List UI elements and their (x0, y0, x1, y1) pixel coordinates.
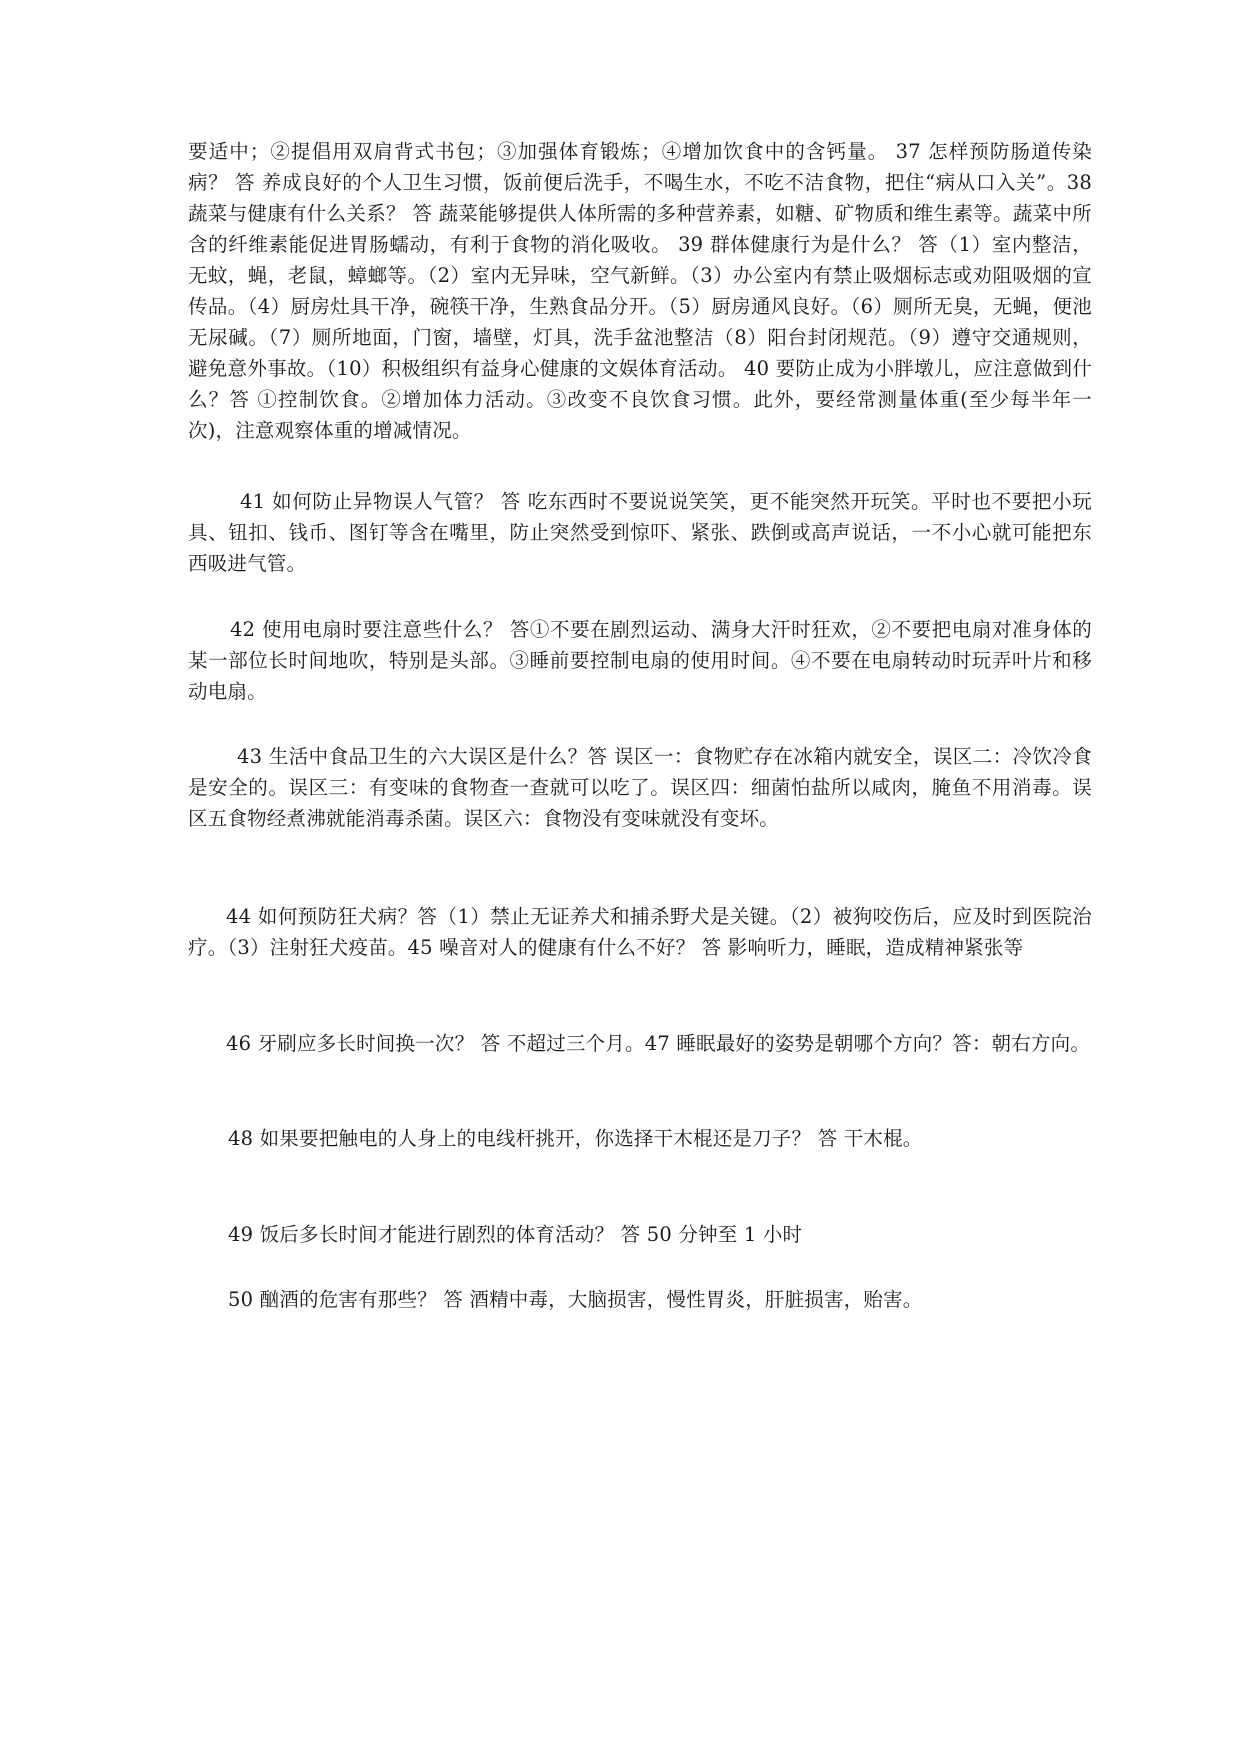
paragraph-qa-50: 50 酗酒的危害有那些？ 答 酒精中毒，大脑损害，慢性胃炎，肝脏损害，贻害。 (228, 1288, 923, 1311)
paragraph-qa-43: 43 生活中食品卫生的六大误区是什么？答 误区一：食物贮存在冰箱内就安全，误区二：冷饮冷食是安全的。误区三：有变味的食物查一查就可以吃了。误区四：细菌怕盐所以咸肉，腌鱼不用消毒。误区五食物经煮沸就能消毒杀菌。误区六：食物没有变味就没有变坏。 (188, 745, 1092, 830)
paragraph-qa-42: 42 使用电扇时要注意些什么？ 答①不要在剧烈运动、满身大汗时狂欢，②不要把电扇对准身体的某一部位长时间地吹，特别是头部。③睡前要控制电扇的使用时间。④不要在电扇转动时玩弄叶片和移动电扇。 (188, 618, 1092, 703)
paragraph-qa-44-45: 44 如何预防狂犬病？答（1）禁止无证养犬和捕杀野犬是关键。（2）被狗咬伤后，应及时到医院治疗。（3）注射狂犬疫苗。45 噪音对人的健康有什么不好？ 答 影响听力，睡眠，造成精神紧张等 (188, 905, 1092, 959)
paragraph-health-qa-37-40: 要适中；②提倡用双肩背式书包；③加强体育锻炼；④增加饮食中的含钙量。 37 怎样预防肠道传染病？ 答 养成良好的个人卫生习惯，饭前便后洗手，不喝生水，不吃不洁食物，把住“病从口入关”。38 蔬菜与健康有什么关系？ 答 蔬菜能够提供人体所需的多种营养素，如糖、矿物质和维生素等。蔬菜中所含的纤维素能促进胃肠蠕动，有利于食物的消化吸收。 39 群体健康行为是什么？ 答（1）室内整洁，无蚊，蝇，老鼠，蟑螂等。（2）室内无异味，空气新鲜。（3）办公室内有禁止吸烟标志或劝阻吸烟的宣传品。（4）厨房灶具干净，碗筷干净，生熟食品分开。（5）厨房通风良好。（6）厕所无臭，无蝇，便池无尿碱。（7）厕所地面，门窗，墙壁，灯具，洗手盆池整洁（8）阳台封闭规范。（9）遵守交通规则，避免意外事故。（10）积极组织有益身心健康的文娱体育活动。 40 要防止成为小胖墩儿，应注意做到什么？答 ①控制饮食。②增加体力活动。③改变不良饮食习惯。此外，要经常测量体重(至少每半年一次)，注意观察体重的增减情况。 (188, 140, 1092, 442)
paragraph-qa-46-47: 46 牙刷应多长时间换一次？ 答 不超过三个月。47 睡眠最好的姿势是朝哪个方向？答：朝右方向。 (226, 1032, 1091, 1055)
paragraph-qa-48: 48 如果要把触电的人身上的电线杆挑开，你选择干木棍还是刀子？ 答 干木棍。 (228, 1127, 923, 1150)
paragraph-qa-41: 41 如何防止异物误人气管？ 答 吃东西时不要说说笑笑，更不能突然开玩笑。平时也不要把小玩具、钮扣、钱币、图钉等含在嘴里，防止突然受到惊吓、紧张、跌倒或高声说话，一不小心就可能把东西吸进气管。 (188, 490, 1092, 575)
paragraph-qa-49: 49 饭后多长时间才能进行剧烈的体育活动？ 答 50 分钟至 1 小时 (228, 1223, 803, 1246)
